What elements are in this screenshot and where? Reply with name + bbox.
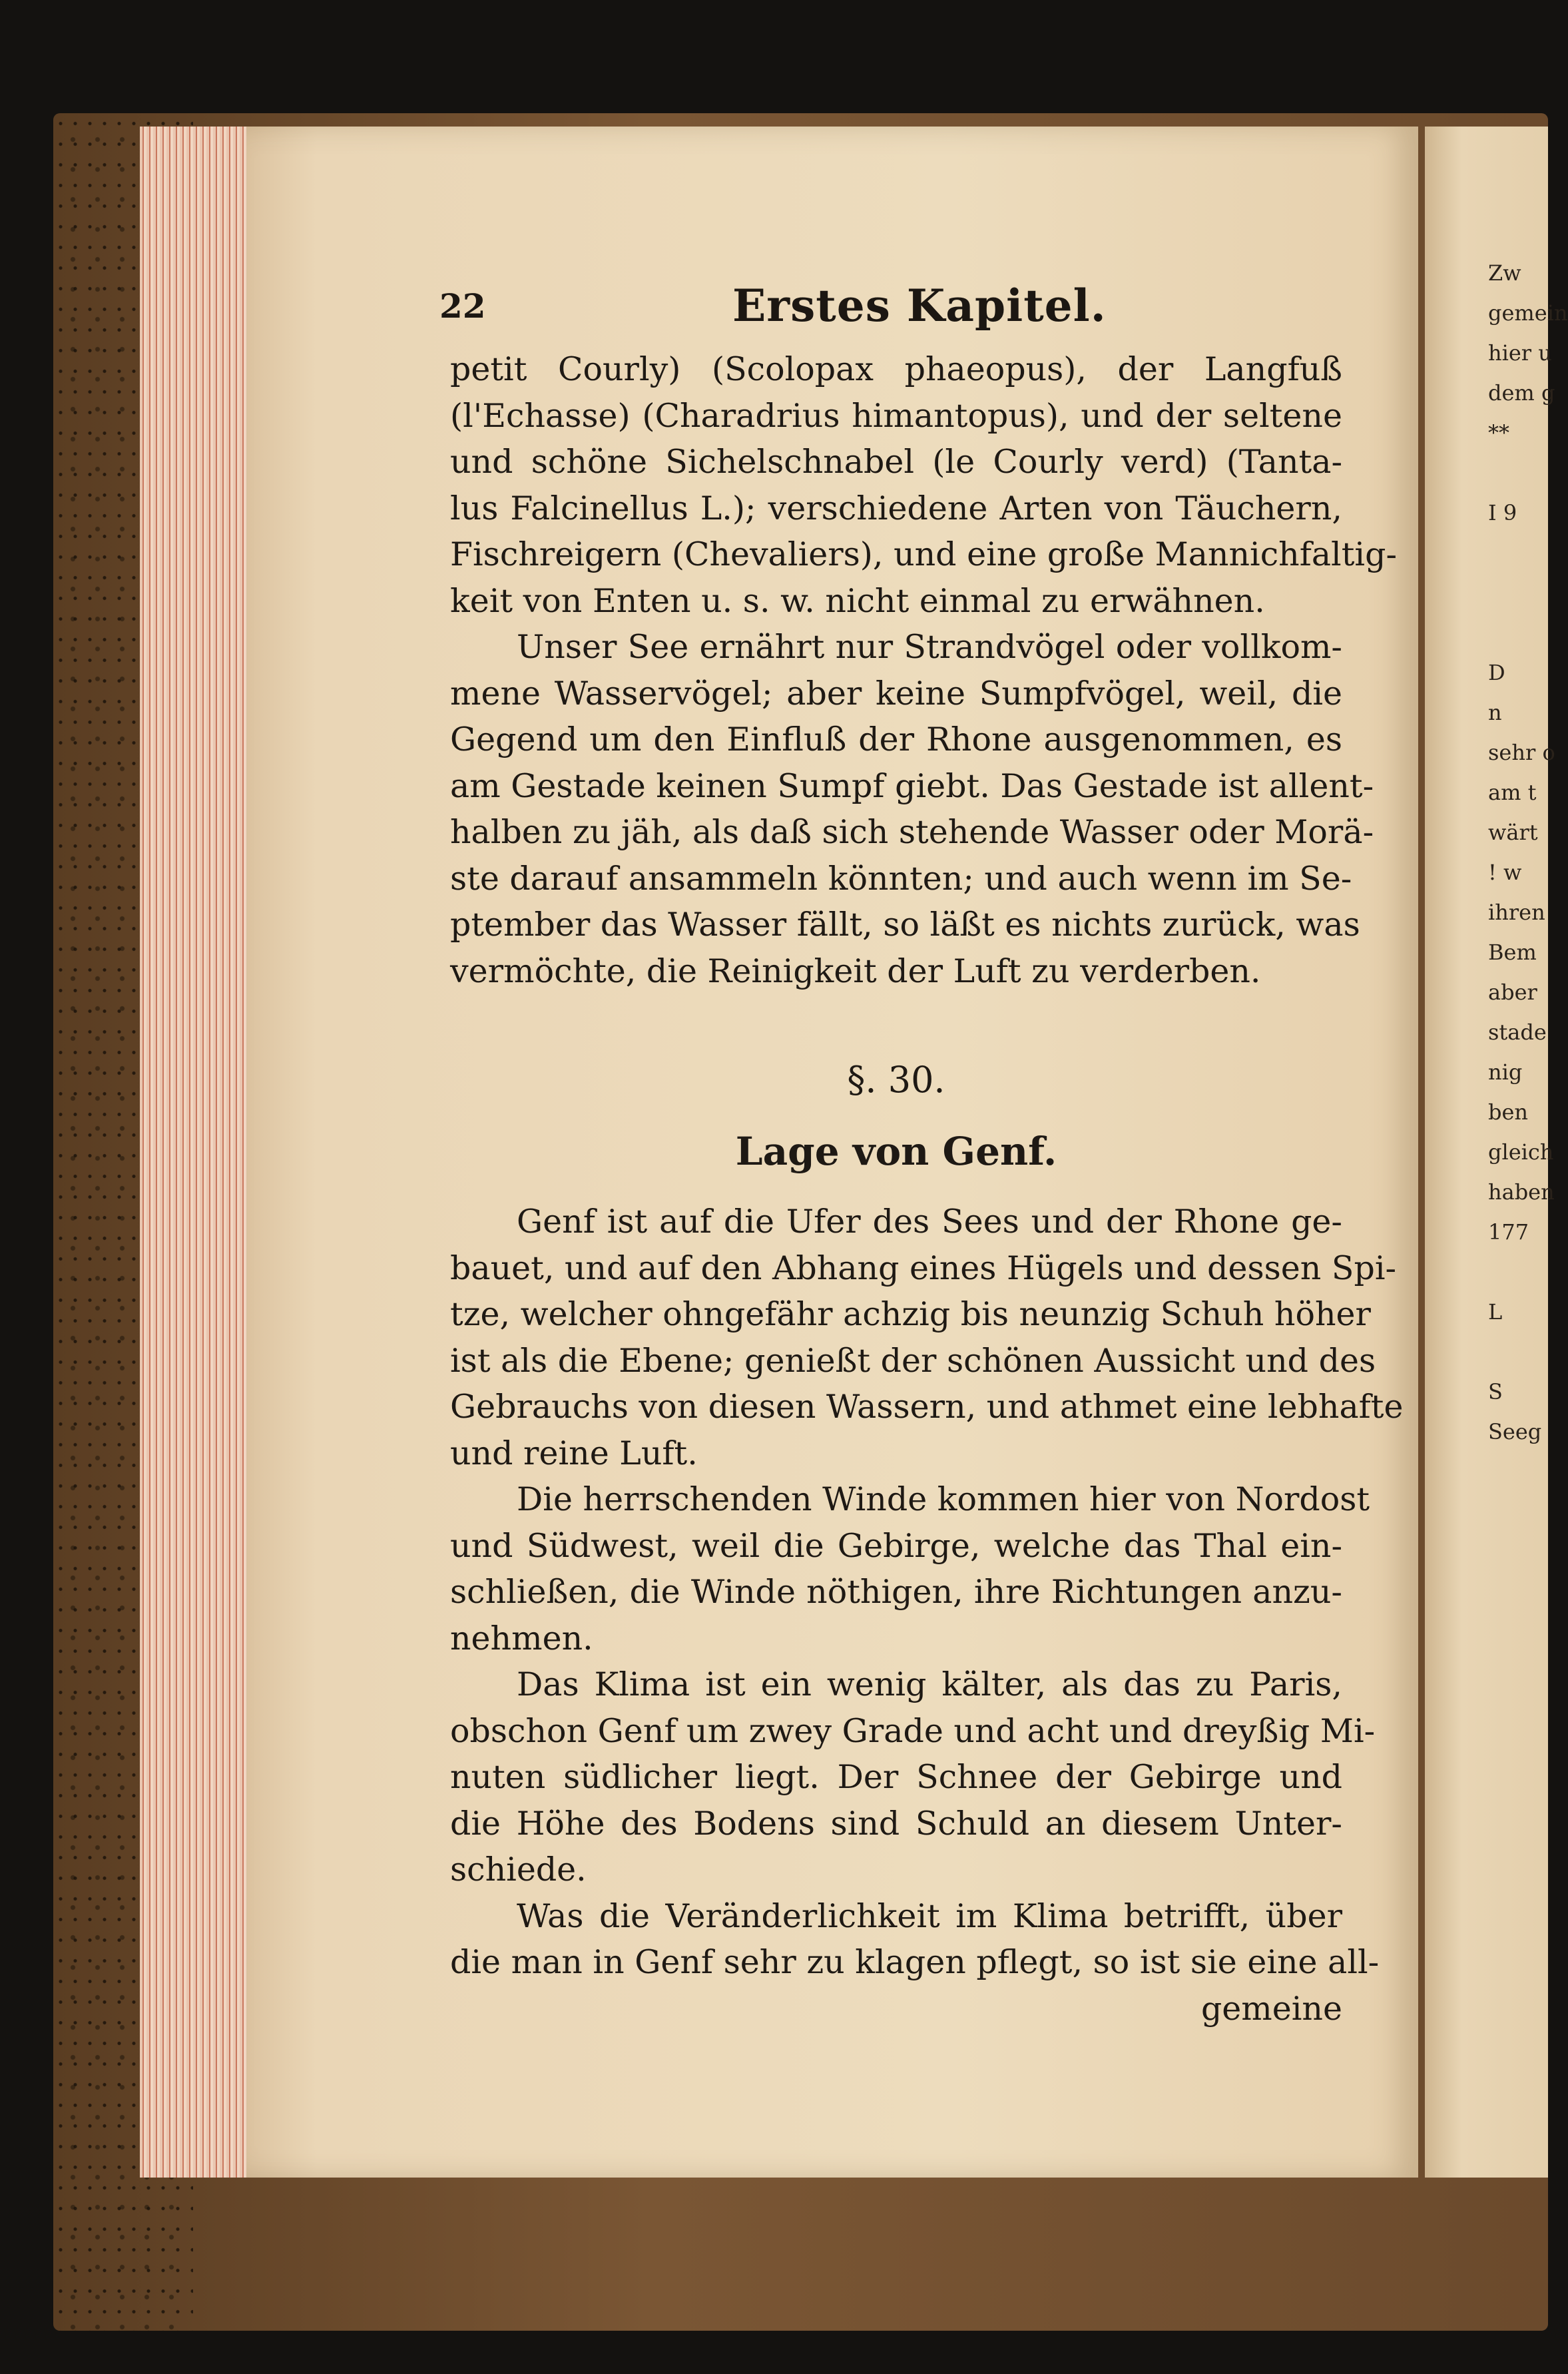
- paragraph-6: [450, 1893, 1380, 1986]
- fragment: Bem: [1488, 940, 1537, 965]
- text-line: lus Falcinellus L.); verschiedene Arten von Täuchern,: [450, 489, 1342, 527]
- text-line: Was die Veränderlichkeit im Klima betrifft, über: [517, 1897, 1342, 1935]
- text-line: petit Courly) (Scolopax phaeopus), der Langfuß: [450, 350, 1342, 388]
- paragraph-4: [450, 1476, 1370, 1661]
- text-line: Das Klima ist ein wenig kälter, als das zu Paris,: [517, 1665, 1342, 1703]
- text-line: und reine Luft.: [450, 1434, 698, 1472]
- fragment: am t: [1488, 780, 1537, 805]
- paragraph-3: [450, 1199, 1404, 1476]
- fragment: wärt: [1488, 820, 1538, 845]
- text-line: Gegend um den Einfluß der Rhone ausgenommen, es: [450, 721, 1342, 758]
- fragment: sehr o: [1488, 740, 1555, 765]
- section-title: Lage von Genf.: [735, 1129, 1057, 1174]
- fragment: **: [1488, 420, 1509, 445]
- text-line: nuten südlicher liegt. Der Schnee der Gebirge und: [450, 1758, 1342, 1796]
- text-line: halben zu jäh, als daß sich stehende Wasser oder Morä-: [450, 813, 1374, 851]
- paragraph-5: [450, 1661, 1376, 1893]
- fragment: D: [1488, 660, 1505, 685]
- fragment: 177: [1488, 1219, 1529, 1245]
- text-line: die man in Genf sehr zu klagen pflegt, so ist sie eine all-: [450, 1943, 1380, 1981]
- text-line: am Gestade keinen Sumpf giebt. Das Gestade ist allent-: [450, 766, 1374, 805]
- paragraph-1: [450, 346, 1398, 624]
- text-line: nehmen.: [450, 1619, 593, 1657]
- page-header: [439, 280, 1345, 340]
- text-line: und schöne Sichelschnabel (le Courly verd) (Tanta-: [450, 443, 1342, 481]
- text-line: ptember das Wasser fällt, so läßt es nichts zurück, was: [450, 906, 1360, 944]
- catchword: gemeine: [1200, 1989, 1342, 2028]
- text-line: schließen, die Winde nöthigen, ihre Richtungen anzu-: [450, 1573, 1342, 1611]
- text-line: keit von Enten u. s. w. nicht einmal zu erwähnen.: [450, 581, 1265, 620]
- fragment: gleich: [1488, 1139, 1554, 1165]
- text-line: die Höhe des Bodens sind Schuld an diesem Unter-: [450, 1804, 1342, 1843]
- text-line: Fischreigern (Chevaliers), und eine große Mannichfaltig-: [450, 535, 1398, 573]
- fragment: [1488, 533, 1548, 573]
- text-line: vermöchte, die Reinigkeit der Luft zu verderben.: [450, 952, 1261, 990]
- fragment: ben: [1488, 1099, 1529, 1125]
- text-line: obschon Genf um zwey Grade und acht und dreyßig Mi-: [450, 1711, 1376, 1750]
- fragment: [1488, 613, 1548, 653]
- fragment: nig: [1488, 1059, 1523, 1085]
- text-line: und Südwest, weil die Gebirge, welche das Thal ein-: [450, 1526, 1342, 1565]
- text-line: schiede.: [450, 1851, 587, 1889]
- running-head: Erstes Kapitel.: [732, 280, 1107, 332]
- fragment: dem g: [1488, 380, 1555, 406]
- page-number: 22: [439, 286, 486, 326]
- fragment: [1488, 573, 1548, 613]
- fragment: n: [1488, 700, 1502, 725]
- text-block-top: [450, 346, 1398, 994]
- text-line: Die herrschenden Winde kommen hier von Nordost: [517, 1480, 1370, 1518]
- section-number: §. 30.: [847, 1059, 945, 1101]
- fragment: L: [1488, 1299, 1503, 1325]
- text-line: ste darauf ansammeln könnten; und auch wenn im Se-: [450, 859, 1352, 898]
- fragment: gemein: [1488, 300, 1568, 326]
- fragment: haben: [1488, 1179, 1555, 1205]
- fragment: S: [1488, 1379, 1503, 1404]
- fragment: stade: [1488, 1020, 1547, 1045]
- text-line: tze, welcher ohngefähr achzig bis neunzig Schuh höher: [450, 1295, 1371, 1333]
- text-line: ist als die Ebene; genießt der schönen Aussicht und des: [450, 1341, 1376, 1380]
- fragment: Zw: [1488, 260, 1521, 286]
- fragment: I 9: [1488, 500, 1517, 525]
- text-line: Unser See ernährt nur Strandvögel oder vollkom-: [517, 628, 1342, 666]
- fragment: [1488, 1252, 1548, 1292]
- text-line: mene Wasservögel; aber keine Sumpfvögel, weil, die: [450, 674, 1342, 713]
- fragment: [1488, 453, 1548, 493]
- fragment: [1488, 1332, 1548, 1372]
- fragment: hier u: [1488, 340, 1552, 366]
- text-line: bauet, und auf den Abhang eines Hügels und dessen Spi-: [450, 1249, 1397, 1287]
- text-line: (l'Echasse) (Charadrius himantopus), und der seltene: [450, 396, 1342, 435]
- fragment: Seeg: [1488, 1419, 1542, 1444]
- text-block-bottom: [450, 1199, 1404, 2032]
- fragment: ! w: [1488, 860, 1522, 885]
- text-line: Gebrauchs von diesen Wassern, und athmet eine lebhafte: [450, 1388, 1404, 1426]
- paragraph-2: [450, 624, 1374, 994]
- text-line: Genf ist auf die Ufer des Sees und der Rhone ge-: [517, 1203, 1342, 1241]
- next-page-fragments: [1488, 253, 1568, 1452]
- page-edges: [140, 127, 253, 2178]
- fragment: ihren: [1488, 900, 1545, 925]
- fragment: aber: [1488, 980, 1537, 1005]
